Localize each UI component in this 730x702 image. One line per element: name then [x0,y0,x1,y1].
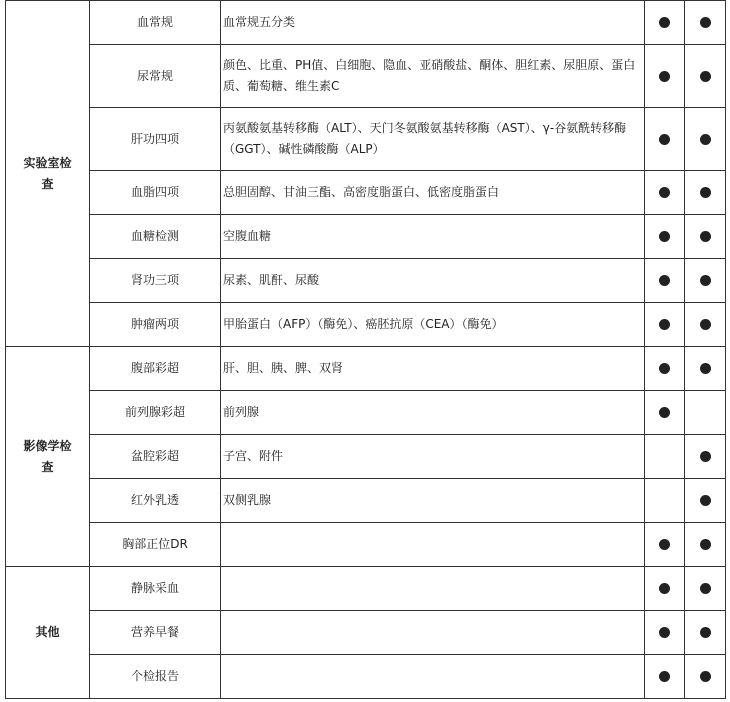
table-row [6,391,726,435]
included-dot-icon [700,539,711,550]
exam-item-name: 血脂四项 [90,171,221,215]
included-dot-icon [659,319,670,330]
exam-item-name: 腹部彩超 [90,347,221,391]
table-row [6,479,726,523]
package-a-mark-cell [645,108,685,171]
exam-item-name: 盆腔彩超 [90,435,221,479]
category-label: 实验室检查 [23,155,72,191]
exam-item-description [221,567,645,611]
checkup-table-body [6,1,726,699]
category-label: 影像学检查 [23,438,72,474]
category-cell [6,567,90,699]
category-cell [6,1,90,347]
package-a-mark-cell [645,171,685,215]
package-a-mark-cell [645,435,685,479]
exam-item-name: 肿瘤两项 [90,303,221,347]
table-row [6,347,726,391]
category-cell [6,347,90,567]
exam-item-name: 静脉采血 [90,567,221,611]
table-row [6,435,726,479]
exam-item-name: 肾功三项 [90,259,221,303]
package-a-mark-cell [645,347,685,391]
package-b-mark-cell [685,215,726,259]
exam-item-description: 颜色、比重、PH值、白细胞、隐血、亚硝酸盐、酮体、胆红素、尿胆原、蛋白质、葡萄糖、维生素C [221,45,645,108]
included-dot-icon [659,187,670,198]
included-dot-icon [700,583,711,594]
included-dot-icon [700,275,711,286]
checkup-table [5,0,726,699]
package-a-mark-cell [645,611,685,655]
package-a-mark-cell [645,303,685,347]
exam-item-description: 空腹血糖 [221,215,645,259]
table-row [6,171,726,215]
included-dot-icon [659,134,670,145]
included-dot-icon [700,134,711,145]
table-row [6,108,726,171]
package-b-mark-cell [685,45,726,108]
package-a-mark-cell [645,479,685,523]
exam-item-name: 肝功四项 [90,108,221,171]
included-dot-icon [659,627,670,638]
table-row [6,259,726,303]
category-label: 其他 [35,625,60,639]
package-a-mark-cell [645,655,685,699]
exam-item-name: 红外乳透 [90,479,221,523]
included-dot-icon [659,539,670,550]
included-dot-icon [659,17,670,28]
package-a-mark-cell [645,259,685,303]
exam-item-name: 血糖检测 [90,215,221,259]
exam-item-description: 前列腺 [221,391,645,435]
included-dot-icon [700,451,711,462]
included-dot-icon [659,275,670,286]
exam-item-description [221,523,645,567]
included-dot-icon [700,17,711,28]
table-row [6,655,726,699]
included-dot-icon [700,495,711,506]
exam-item-description: 甲胎蛋白（AFP）（酶免）、癌胚抗原（CEA）（酶免） [221,303,645,347]
package-b-mark-cell [685,259,726,303]
included-dot-icon [659,363,670,374]
package-a-mark-cell [645,567,685,611]
exam-item-description: 血常规五分类 [221,1,645,45]
included-dot-icon [659,671,670,682]
package-b-mark-cell [685,435,726,479]
table-row [6,303,726,347]
exam-item-name: 前列腺彩超 [90,391,221,435]
package-b-mark-cell [685,347,726,391]
package-a-mark-cell [645,391,685,435]
exam-item-description [221,655,645,699]
package-a-mark-cell [645,215,685,259]
package-b-mark-cell [685,303,726,347]
package-b-mark-cell [685,391,726,435]
table-row [6,523,726,567]
package-b-mark-cell [685,523,726,567]
exam-item-description: 子宫、附件 [221,435,645,479]
package-b-mark-cell [685,108,726,171]
exam-item-description: 丙氨酸氨基转移酶（ALT）、天门冬氨酸氨基转移酶（AST）、γ-谷氨酰转移酶（GGT）、碱性磷酸酶（ALP） [221,108,645,171]
exam-item-description: 肝、胆、胰、脾、双肾 [221,347,645,391]
package-b-mark-cell [685,171,726,215]
exam-item-name: 血常规 [90,1,221,45]
table-row [6,45,726,108]
table-row [6,215,726,259]
included-dot-icon [700,71,711,82]
exam-item-name: 胸部正位DR [90,523,221,567]
included-dot-icon [700,231,711,242]
included-dot-icon [659,407,670,418]
package-b-mark-cell [685,655,726,699]
included-dot-icon [700,363,711,374]
included-dot-icon [659,583,670,594]
exam-item-description: 双侧乳腺 [221,479,645,523]
exam-item-name: 尿常规 [90,45,221,108]
exam-item-name: 营养早餐 [90,611,221,655]
package-a-mark-cell [645,45,685,108]
package-b-mark-cell [685,1,726,45]
exam-item-description [221,611,645,655]
table-row [6,611,726,655]
included-dot-icon [700,319,711,330]
table-row [6,1,726,45]
package-a-mark-cell [645,523,685,567]
table-row [6,567,726,611]
included-dot-icon [700,187,711,198]
package-b-mark-cell [685,567,726,611]
included-dot-icon [659,231,670,242]
included-dot-icon [700,627,711,638]
included-dot-icon [700,671,711,682]
exam-item-name: 个检报告 [90,655,221,699]
package-b-mark-cell [685,611,726,655]
included-dot-icon [659,71,670,82]
exam-item-description: 尿素、肌酐、尿酸 [221,259,645,303]
package-a-mark-cell [645,1,685,45]
package-b-mark-cell [685,479,726,523]
exam-item-description: 总胆固醇、甘油三酯、高密度脂蛋白、低密度脂蛋白 [221,171,645,215]
